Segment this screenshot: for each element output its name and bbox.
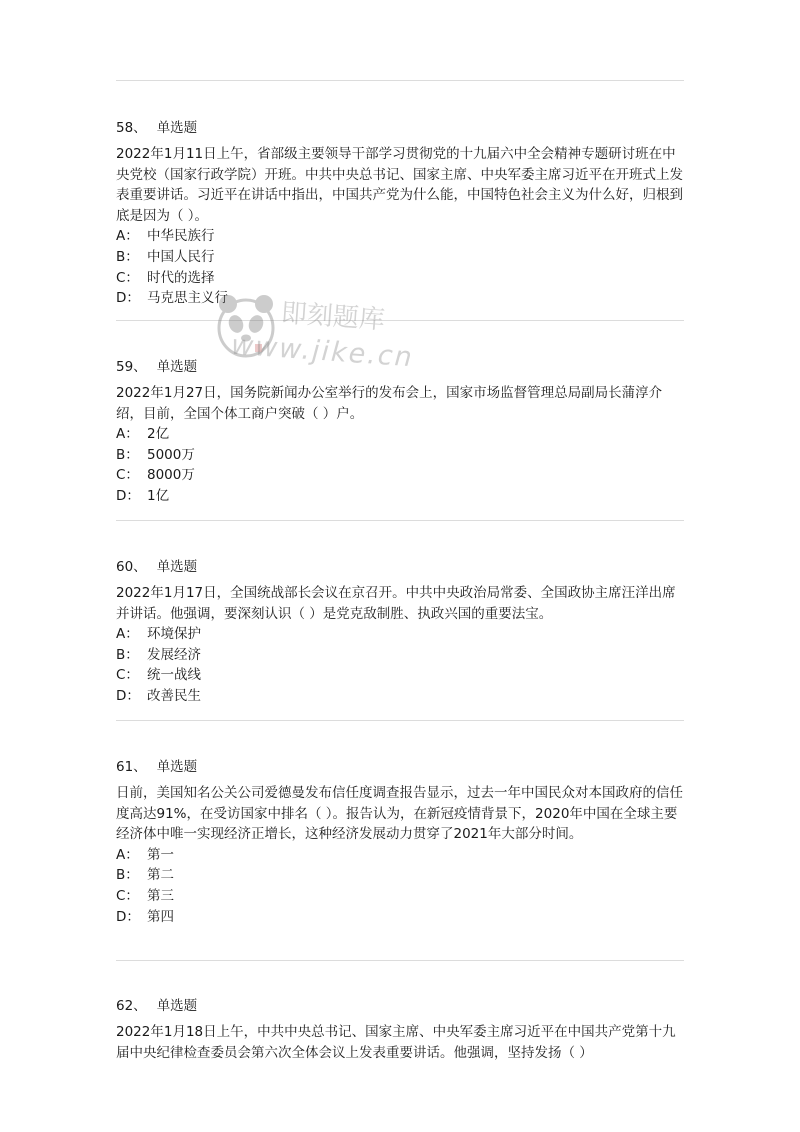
question-text: 日前，美国知名公关公司爱德曼发布信任度调查报告显示，过去一年中国民众对本国政府的信任度高达91%，在受访国家中排名（ ）。报告认为，在新冠疫情背景下，2020年中国在全球主要经济体中唯一实现经济正增长，这种经济发展动力贯穿了2021年大部分时间。 bbox=[116, 785, 683, 843]
divider bbox=[116, 960, 684, 961]
option-letter: A： bbox=[116, 626, 139, 643]
question-number: 60、 bbox=[116, 559, 147, 575]
option-text: 马克思主义行 bbox=[147, 290, 228, 307]
option-c[interactable] bbox=[116, 465, 684, 486]
question-number: 62、 bbox=[116, 998, 147, 1014]
option-text: 发展经济 bbox=[147, 646, 201, 663]
option-text: 时代的选择 bbox=[147, 269, 215, 286]
question-number: 61、 bbox=[116, 759, 147, 775]
option-text: 8000万 bbox=[147, 467, 195, 484]
option-letter: C： bbox=[116, 887, 139, 904]
option-letter: B： bbox=[116, 867, 139, 884]
option-letter: C： bbox=[116, 667, 139, 684]
option-text: 2亿 bbox=[147, 426, 170, 443]
question-text: 2022年1月11日上午，省部级主要领导干部学习贯彻党的十九届六中全会精神专题研讨班在中央党校（国家行政学院）开班。中共中央总书记、国家主席、中央军委主席习近平在开班式上发表重要讲话。习近平在讲话中指出，中国共产党为什么能，中国特色社会主义为什么好，归根到底是因为（ ）。 bbox=[116, 146, 683, 224]
option-d[interactable] bbox=[116, 288, 684, 309]
option-letter: D： bbox=[116, 908, 140, 925]
question-59 bbox=[116, 357, 684, 507]
option-text: 环境保护 bbox=[147, 626, 201, 643]
divider bbox=[116, 520, 684, 521]
option-b[interactable] bbox=[116, 645, 684, 666]
option-text: 改善民生 bbox=[147, 687, 201, 704]
option-d[interactable] bbox=[116, 686, 684, 707]
option-letter: C： bbox=[116, 269, 139, 286]
option-a[interactable] bbox=[116, 624, 684, 645]
question-61 bbox=[116, 757, 684, 927]
option-text: 中华民族行 bbox=[147, 228, 215, 245]
option-text: 第一 bbox=[147, 846, 174, 863]
option-letter: B： bbox=[116, 248, 139, 265]
question-type: 单选题 bbox=[156, 998, 198, 1014]
question-60 bbox=[116, 557, 684, 707]
option-d[interactable] bbox=[116, 907, 684, 928]
option-a[interactable] bbox=[116, 845, 684, 866]
option-b[interactable] bbox=[116, 865, 684, 886]
option-letter: B： bbox=[116, 646, 139, 663]
divider bbox=[116, 720, 684, 721]
option-letter: D： bbox=[116, 487, 140, 504]
question-type: 单选题 bbox=[156, 359, 198, 375]
option-c[interactable] bbox=[116, 665, 684, 686]
option-b[interactable] bbox=[116, 247, 684, 268]
option-list bbox=[116, 845, 684, 927]
watermark-url: www.jike.cn bbox=[230, 329, 415, 374]
option-list bbox=[116, 624, 684, 706]
watermark-title: 即刻题库 bbox=[279, 298, 386, 336]
option-letter: A： bbox=[116, 846, 139, 863]
option-list bbox=[116, 226, 684, 308]
option-text: 5000万 bbox=[147, 446, 195, 463]
option-letter: D： bbox=[116, 687, 140, 704]
option-text: 第三 bbox=[147, 887, 174, 904]
option-d[interactable] bbox=[116, 486, 684, 507]
question-header bbox=[116, 118, 684, 138]
question-header bbox=[116, 996, 684, 1016]
question-number: 58、 bbox=[116, 120, 147, 136]
question-header bbox=[116, 357, 684, 377]
option-c[interactable] bbox=[116, 268, 684, 289]
option-letter: B： bbox=[116, 446, 139, 463]
option-letter: D： bbox=[116, 290, 140, 307]
divider bbox=[116, 80, 684, 81]
question-62 bbox=[116, 996, 684, 1063]
option-letter: A： bbox=[116, 426, 139, 443]
option-letter: C： bbox=[116, 467, 139, 484]
option-text: 1亿 bbox=[147, 487, 170, 504]
question-text: 2022年1月18日上午，中共中央总书记、国家主席、中央军委主席习近平在中国共产党第十九届中央纪律检查委员会第六次全体会议上发表重要讲话。他强调，坚持发扬（ ） bbox=[116, 1024, 676, 1061]
divider bbox=[116, 320, 684, 321]
option-b[interactable] bbox=[116, 445, 684, 466]
option-text: 第四 bbox=[147, 908, 174, 925]
question-type: 单选题 bbox=[156, 559, 198, 575]
option-list bbox=[116, 424, 684, 506]
option-letter: A： bbox=[116, 228, 139, 245]
question-header bbox=[116, 557, 684, 577]
option-a[interactable] bbox=[116, 226, 684, 247]
question-text: 2022年1月17日，全国统战部长会议在京召开。中共中央政治局常委、全国政协主席汪洋出席并讲话。他强调，要深刻认识（ ）是党克敌制胜、执政兴国的重要法宝。 bbox=[116, 585, 676, 622]
question-number: 59、 bbox=[116, 359, 147, 375]
question-text: 2022年1月27日，国务院新闻办公室举行的发布会上，国家市场监督管理总局副局长蒲淳介绍，目前，全国个体工商户突破（ ）户。 bbox=[116, 385, 663, 422]
option-text: 中国人民行 bbox=[147, 248, 215, 265]
option-text: 统一战线 bbox=[147, 667, 201, 684]
question-type: 单选题 bbox=[156, 120, 198, 136]
question-type: 单选题 bbox=[156, 759, 198, 775]
question-58 bbox=[116, 118, 684, 309]
option-a[interactable] bbox=[116, 424, 684, 445]
option-c[interactable] bbox=[116, 886, 684, 907]
option-text: 第二 bbox=[147, 867, 174, 884]
question-header bbox=[116, 757, 684, 777]
